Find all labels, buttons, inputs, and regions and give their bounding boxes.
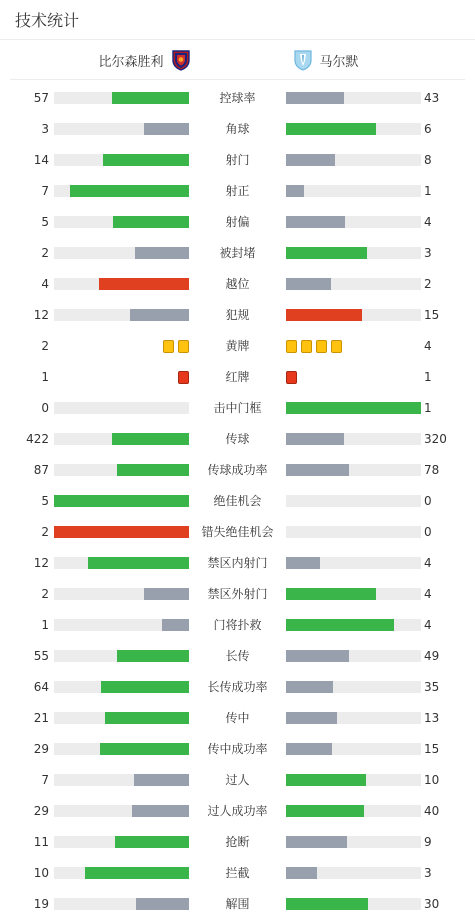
red-card-icon (178, 371, 189, 384)
home-value: 29 (33, 742, 49, 756)
home-bar-fill (100, 743, 189, 755)
yellow-card-icon (301, 340, 312, 353)
stat-label: 过人成功率 (207, 804, 268, 818)
away-value: 6 (424, 122, 432, 136)
stat-label: 禁区外射门 (207, 587, 268, 601)
home-bar-fill (112, 92, 189, 104)
away-bar-fill (286, 557, 320, 569)
home-value: 19 (33, 897, 49, 911)
home-value: 64 (33, 680, 49, 694)
stat-label: 传中成功率 (207, 742, 268, 756)
home-bar-track (54, 588, 189, 600)
home-value: 5 (41, 215, 49, 229)
stat-label: 长传成功率 (207, 680, 268, 694)
home-value: 5 (41, 494, 49, 508)
home-bar-fill (132, 805, 189, 817)
home-value: 10 (33, 866, 49, 880)
home-bar-fill (112, 433, 189, 445)
stat-row (0, 672, 475, 703)
home-bar-fill (54, 526, 189, 538)
away-bar-track (286, 650, 421, 662)
stats-list (0, 83, 475, 920)
stat-label: 抢断 (225, 835, 250, 849)
stat-row (0, 734, 475, 765)
home-team[interactable] (98, 40, 189, 80)
stat-label: 犯规 (225, 308, 250, 322)
stat-row (0, 858, 475, 889)
away-bar-track (286, 898, 421, 910)
away-value: 9 (424, 835, 432, 849)
home-bar-fill (135, 247, 189, 259)
home-value: 87 (33, 463, 49, 477)
home-bar-track (54, 309, 189, 321)
stat-label: 禁区内射门 (207, 556, 268, 570)
away-bar-track (286, 464, 421, 476)
away-value: 35 (424, 680, 440, 694)
home-value: 3 (41, 122, 49, 136)
home-bar-fill (101, 681, 189, 693)
home-bar-fill (99, 278, 189, 290)
home-value: 1 (41, 370, 49, 384)
home-value: 29 (33, 804, 49, 818)
home-value: 2 (41, 339, 49, 353)
away-bar-fill (286, 247, 367, 259)
away-value: 40 (424, 804, 440, 818)
stat-row (0, 703, 475, 734)
away-value: 15 (424, 308, 440, 322)
stat-row (0, 579, 475, 610)
stat-row (0, 610, 475, 641)
away-bar-fill (286, 712, 337, 724)
home-value: 2 (41, 246, 49, 260)
stat-row (0, 207, 475, 238)
stat-label: 解围 (225, 897, 250, 911)
home-bar-fill (115, 836, 189, 848)
stat-row (0, 362, 475, 393)
home-bar-fill (144, 588, 189, 600)
home-cards (163, 340, 189, 353)
red-card-icon (286, 371, 297, 384)
home-bar-fill (85, 867, 189, 879)
stat-row (0, 331, 475, 362)
home-value: 12 (33, 308, 49, 322)
stat-row (0, 548, 475, 579)
stat-row (0, 393, 475, 424)
away-bar-fill (286, 154, 335, 166)
home-value: 21 (33, 711, 49, 725)
stat-label: 射门 (225, 153, 250, 167)
away-bar-track (286, 123, 421, 135)
away-bar-fill (286, 464, 349, 476)
home-crest-icon (172, 49, 190, 71)
away-bar-fill (286, 309, 362, 321)
away-bar-track (286, 743, 421, 755)
stat-label: 射偏 (225, 215, 250, 229)
home-bar-track (54, 402, 189, 414)
home-bar-fill (70, 185, 189, 197)
stat-label: 红牌 (225, 370, 250, 384)
away-bar-fill (286, 650, 349, 662)
home-value: 2 (41, 525, 49, 539)
away-value: 30 (424, 897, 440, 911)
away-bar-track (286, 805, 421, 817)
home-bar-track (54, 154, 189, 166)
away-crest-icon (294, 49, 312, 71)
stat-row (0, 796, 475, 827)
home-bar-fill (103, 154, 189, 166)
section-header (0, 0, 475, 40)
stat-row (0, 145, 475, 176)
away-bar-fill (286, 278, 331, 290)
stat-row (0, 176, 475, 207)
home-value: 7 (41, 184, 49, 198)
away-bar-track (286, 619, 421, 631)
stat-label: 门将扑救 (213, 618, 262, 632)
away-bar-track (286, 774, 421, 786)
stat-row (0, 83, 475, 114)
away-bar-track (286, 216, 421, 228)
away-value: 3 (424, 246, 432, 260)
teams-bar (10, 40, 465, 80)
away-bar-track (286, 867, 421, 879)
away-bar-fill (286, 836, 347, 848)
home-value: 57 (33, 91, 49, 105)
home-bar-fill (105, 712, 189, 724)
home-bar-track (54, 898, 189, 910)
away-bar-fill (286, 123, 376, 135)
away-value: 0 (424, 494, 432, 508)
stat-row (0, 238, 475, 269)
stat-row (0, 517, 475, 548)
away-bar-track (286, 681, 421, 693)
away-value: 10 (424, 773, 440, 787)
stat-label: 传中 (225, 711, 250, 725)
home-bar-track (54, 681, 189, 693)
away-cards (286, 371, 297, 384)
stat-label: 控球率 (219, 91, 256, 105)
home-bar-track (54, 278, 189, 290)
yellow-card-icon (163, 340, 174, 353)
away-value: 13 (424, 711, 440, 725)
home-bar-fill (88, 557, 189, 569)
home-bar-track (54, 123, 189, 135)
yellow-card-icon (316, 340, 327, 353)
home-bar-fill (144, 123, 189, 135)
stat-row (0, 114, 475, 145)
away-bar-track (286, 712, 421, 724)
home-bar-fill (162, 619, 189, 631)
home-bar-track (54, 867, 189, 879)
home-bar-track (54, 185, 189, 197)
home-bar-track (54, 92, 189, 104)
yellow-card-icon (286, 340, 297, 353)
away-bar-track (286, 588, 421, 600)
home-value: 2 (41, 587, 49, 601)
stat-row (0, 300, 475, 331)
stat-label: 越位 (225, 277, 250, 291)
away-bar-fill (286, 185, 304, 197)
home-value: 0 (41, 401, 49, 415)
away-value: 320 (424, 432, 447, 446)
away-value: 1 (424, 184, 432, 198)
stat-row (0, 455, 475, 486)
home-value: 55 (33, 649, 49, 663)
stat-label: 击中门框 (213, 401, 262, 415)
home-bar-track (54, 619, 189, 631)
home-bar-fill (113, 216, 189, 228)
stat-row (0, 486, 475, 517)
stat-label: 射正 (225, 184, 250, 198)
home-value: 4 (41, 277, 49, 291)
home-value: 1 (41, 618, 49, 632)
away-bar-track (286, 495, 421, 507)
away-bar-fill (286, 402, 421, 414)
stat-row (0, 641, 475, 672)
home-bar-fill (136, 898, 189, 910)
home-value: 422 (26, 432, 49, 446)
home-cards (178, 371, 189, 384)
away-bar-track (286, 185, 421, 197)
away-bar-track (286, 309, 421, 321)
home-bar-track (54, 650, 189, 662)
away-bar-track (286, 154, 421, 166)
away-value: 49 (424, 649, 440, 663)
home-bar-fill (117, 650, 189, 662)
stat-label: 绝佳机会 (213, 494, 262, 508)
home-bar-track (54, 495, 189, 507)
stat-row (0, 269, 475, 300)
home-bar-track (54, 743, 189, 755)
away-bar-fill (286, 92, 344, 104)
home-bar-track (54, 464, 189, 476)
away-bar-fill (286, 588, 376, 600)
away-bar-track (286, 402, 421, 414)
stat-row (0, 827, 475, 858)
away-bar-fill (286, 805, 364, 817)
away-bar-track (286, 278, 421, 290)
away-bar-fill (286, 619, 394, 631)
away-bar-fill (286, 867, 317, 879)
stat-label: 长传 (225, 649, 250, 663)
away-team-name: 马尔默 (319, 54, 359, 70)
away-value: 8 (424, 153, 432, 167)
stat-label: 黄牌 (225, 339, 250, 353)
away-bar-fill (286, 774, 366, 786)
home-bar-track (54, 433, 189, 445)
home-bar-fill (54, 495, 189, 507)
home-bar-track (54, 712, 189, 724)
home-value: 7 (41, 773, 49, 787)
away-value: 15 (424, 742, 440, 756)
home-value: 14 (33, 153, 49, 167)
away-value: 1 (424, 370, 432, 384)
home-bar-track (54, 526, 189, 538)
yellow-card-icon (178, 340, 189, 353)
home-value: 11 (33, 835, 49, 849)
away-bar-track (286, 557, 421, 569)
away-value: 3 (424, 866, 432, 880)
away-bar-fill (286, 898, 368, 910)
away-value: 4 (424, 587, 432, 601)
away-value: 4 (424, 556, 432, 570)
stat-row (0, 765, 475, 796)
home-bar-fill (130, 309, 189, 321)
section-title: 技术统计 (15, 11, 80, 30)
stat-label: 被封堵 (219, 246, 256, 260)
away-bar-track (286, 526, 421, 538)
away-bar-fill (286, 433, 344, 445)
away-bar-fill (286, 681, 333, 693)
stat-row (0, 424, 475, 455)
away-team[interactable] (294, 40, 359, 80)
away-bar-track (286, 92, 421, 104)
stat-row (0, 889, 475, 920)
home-bar-track (54, 557, 189, 569)
away-value: 4 (424, 618, 432, 632)
away-value: 0 (424, 525, 432, 539)
stat-label: 错失绝佳机会 (201, 525, 274, 539)
stat-label: 拦截 (225, 866, 250, 880)
away-bar-track (286, 247, 421, 259)
away-bar-track (286, 433, 421, 445)
away-value: 2 (424, 277, 432, 291)
yellow-card-icon (331, 340, 342, 353)
home-value: 12 (33, 556, 49, 570)
away-bar-fill (286, 216, 345, 228)
away-value: 78 (424, 463, 440, 477)
home-bar-fill (134, 774, 189, 786)
home-bar-track (54, 247, 189, 259)
stat-label: 过人 (225, 773, 250, 787)
away-cards (286, 340, 342, 353)
away-value: 1 (424, 401, 432, 415)
away-value: 4 (424, 215, 432, 229)
away-value: 4 (424, 339, 432, 353)
home-bar-track (54, 836, 189, 848)
home-bar-track (54, 216, 189, 228)
stat-label: 角球 (225, 122, 250, 136)
away-value: 43 (424, 91, 440, 105)
stat-label: 传球成功率 (207, 463, 268, 477)
home-bar-track (54, 774, 189, 786)
away-bar-fill (286, 743, 332, 755)
home-bar-track (54, 805, 189, 817)
away-bar-track (286, 836, 421, 848)
stat-label: 传球 (225, 432, 250, 446)
home-bar-fill (117, 464, 189, 476)
home-team-name: 比尔森胜利 (98, 54, 164, 70)
